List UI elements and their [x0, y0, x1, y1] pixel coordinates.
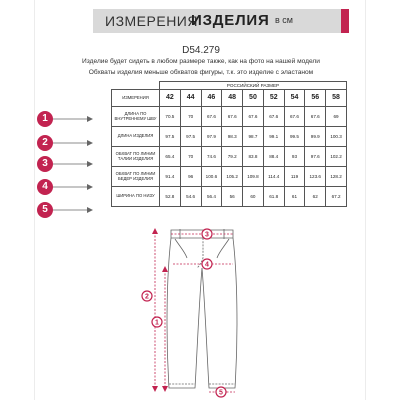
table-cell: 67.6: [284, 107, 305, 127]
drawing-marker-5: [216, 387, 226, 397]
header-title-part1: ИЗМЕРЕНИЯ: [105, 13, 198, 29]
size-58: 58: [326, 90, 347, 107]
row-label: ОБХВАТ ПО ЛИНИИ ТАЛИИ ИЗДЕЛИЯ: [112, 147, 160, 167]
arrow-icon: [53, 183, 93, 191]
table-cell: 96: [180, 167, 201, 187]
table-cell: 97.9: [201, 127, 222, 147]
table-cell: 97.5: [160, 127, 181, 147]
stretch-note: Обхваты изделия меньше обхватов фигуры, т.к. это изделие с эластаном: [88, 69, 314, 76]
table-cell: 99.5: [284, 127, 305, 147]
table-cell: 61.8: [263, 187, 284, 207]
table-cell: 105.2: [222, 167, 243, 187]
drawing-marker-1: [152, 317, 162, 327]
table-cell: 67.6: [263, 107, 284, 127]
table-cell: 52.8: [160, 187, 181, 207]
table-cell: 88.4: [263, 147, 284, 167]
table-cell: 67.6: [201, 107, 222, 127]
size-44: 44: [180, 90, 201, 107]
size-56: 56: [305, 90, 326, 107]
page-header: [35, 0, 367, 40]
arrow-icon: [53, 160, 93, 168]
row-marker-1: 1: [37, 111, 53, 127]
header-title-part2: ИЗДЕЛИЯ: [191, 12, 270, 29]
trousers-drawing: [35, 224, 367, 400]
fit-note: Изделие будет сидеть в любом размере также, как на фото на нашей модели: [82, 58, 320, 65]
size-chart-sheet: [34, 0, 366, 400]
size-48: 48: [222, 90, 243, 107]
table-corner-blank: [112, 82, 160, 90]
table-cell: 67.6: [222, 107, 243, 127]
table-cell: 56: [222, 187, 243, 207]
table-cell: 61: [284, 187, 305, 207]
table-cell: 91.4: [160, 167, 181, 187]
table-cell: 79.2: [222, 147, 243, 167]
row-label: ДЛИНА ИЗДЕЛИЯ: [112, 127, 160, 147]
size-46: 46: [201, 90, 222, 107]
svg-text:5: 5: [219, 389, 223, 397]
table-cell: 119: [284, 167, 305, 187]
table-cell: 93: [284, 147, 305, 167]
table-cell: 54.6: [180, 187, 201, 207]
table-cell: 99.1: [263, 127, 284, 147]
size-52: 52: [263, 90, 284, 107]
table-cell: 83.8: [243, 147, 264, 167]
table-cell: 67.6: [243, 107, 264, 127]
table-cell: 99.9: [305, 127, 326, 147]
row-marker-2: 2: [37, 135, 53, 151]
russian-size-header: РОССИЙСКИЙ РАЗМЕР: [160, 82, 347, 90]
size-54: 54: [284, 90, 305, 107]
table-cell: 98.7: [243, 127, 264, 147]
table-row: [112, 147, 347, 167]
table-cell: 65.4: [160, 147, 181, 167]
table-cell: 123.6: [305, 167, 326, 187]
table-cell: 114.4: [263, 167, 284, 187]
drawing-marker-3: [202, 229, 212, 239]
table-cell: 56.4: [201, 187, 222, 207]
drawing-marker-4: [202, 259, 212, 269]
table-cell: 100.3: [326, 127, 347, 147]
table-row: [112, 187, 347, 207]
table-cell: 67.6: [305, 107, 326, 127]
drawing-marker-2: [142, 291, 152, 301]
table-row: [112, 127, 347, 147]
svg-text:1: 1: [155, 319, 159, 327]
header-unit: в см: [275, 15, 293, 25]
svg-text:3: 3: [205, 231, 209, 239]
row-marker-5: 5: [37, 202, 53, 218]
table-cell: 69: [326, 107, 347, 127]
measurements-header: ИЗМЕРЕНИЯ: [112, 90, 160, 107]
table-cell: 97.6: [305, 147, 326, 167]
table-cell: 100.6: [201, 167, 222, 187]
table-row: [112, 107, 347, 127]
arrow-icon: [53, 115, 93, 123]
table-cell: 62: [305, 187, 326, 207]
arrow-icon: [53, 139, 93, 147]
table-row: [112, 167, 347, 187]
table-cell: 60: [243, 187, 264, 207]
table-cell: 102.2: [326, 147, 347, 167]
table-cell: 70: [180, 147, 201, 167]
svg-text:4: 4: [205, 261, 209, 269]
table-cell: 97.5: [180, 127, 201, 147]
size-table: [111, 81, 347, 207]
size-42: 42: [160, 90, 181, 107]
size-header-row: [112, 90, 347, 107]
arrow-icon: [53, 206, 93, 214]
svg-text:2: 2: [145, 293, 149, 301]
header-accent-strip: [341, 9, 349, 33]
size-50: 50: [243, 90, 264, 107]
table-cell: 98.3: [222, 127, 243, 147]
table-cell: 67.2: [326, 187, 347, 207]
table-cell: 128.2: [326, 167, 347, 187]
row-label: ДЛИНА ПО ВНУТРЕННЕМУ ШВУ: [112, 107, 160, 127]
table-cell: 109.8: [243, 167, 264, 187]
row-label: ОБХВАТ ПО ЛИНИИ БЕДЕР ИЗДЕЛИЯ: [112, 167, 160, 187]
table-cell: 70: [180, 107, 201, 127]
table-cell: 70.5: [160, 107, 181, 127]
row-marker-3: 3: [37, 156, 53, 172]
article-code: D54.279: [182, 45, 220, 56]
row-marker-4: 4: [37, 179, 53, 195]
row-label: ШИРИНА ПО НИЗУ: [112, 187, 160, 207]
table-cell: 74.6: [201, 147, 222, 167]
